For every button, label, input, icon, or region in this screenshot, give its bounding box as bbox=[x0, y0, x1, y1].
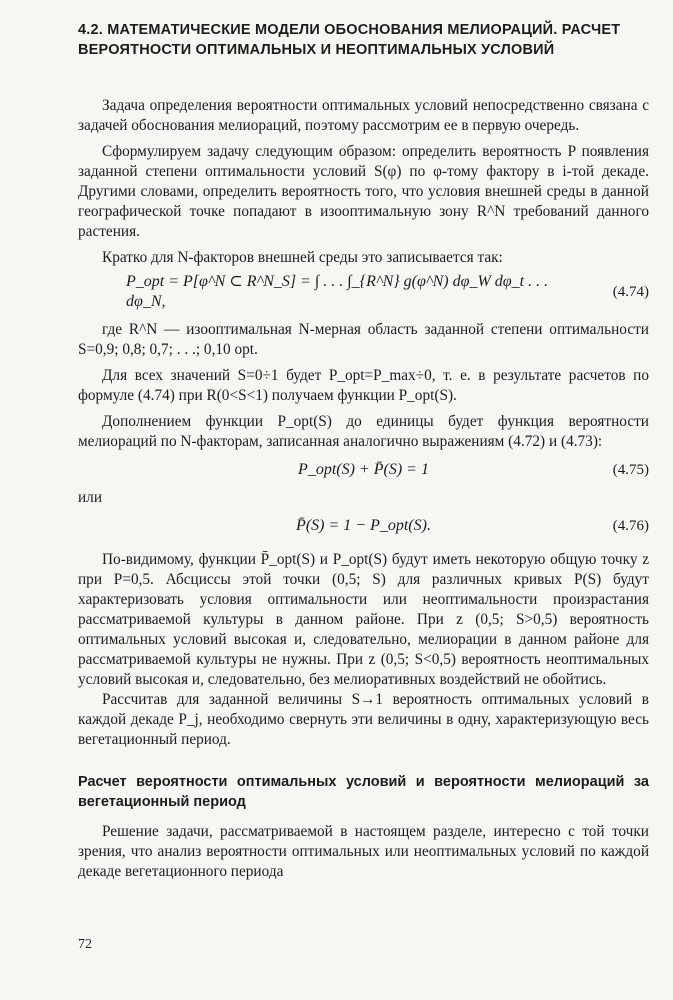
equation-number: (4.74) bbox=[612, 284, 649, 300]
paragraph: Кратко для N-факторов внешней среды это записывается так: bbox=[102, 249, 503, 266]
paragraph: Рассчитав для заданной величины S→1 вероятность оптимальных условий в каждой декаде P_j, необходимо свернуть эти величины в одну, характеризующую весь вегетационный период. bbox=[78, 691, 649, 748]
paragraph: Для всех значений S=0÷1 будет P_opt=P_max÷0, т. е. в результате расчетов по формуле (4.74) при R(0<S<1) получаем функции P_opt(S). bbox=[78, 367, 649, 404]
subsection-heading: Расчет вероятности оптимальных условий и вероятности мелиораций за вегетационный период bbox=[78, 774, 649, 810]
equation-4-74 bbox=[126, 272, 649, 312]
paragraph: где R^N — изооптимальная N-мерная область заданной степени оптимальности S=0,9; 0,8; 0,7; . . .; 0,10 opt. bbox=[78, 321, 649, 358]
equation-expression: P_opt = P[φ^N ⊂ R^N_S] = ∫ . . . ∫_{R^N} g(φ^N) dφ_W dφ_t . . . dφ_N, bbox=[126, 273, 549, 310]
paragraph: Задача определения вероятности оптимальных условий непосредственно связана с задачей обоснования мелиораций, поэтому рассмотрим ее в первую очередь. bbox=[78, 97, 649, 134]
page-body bbox=[78, 96, 649, 882]
equation-number: (4.75) bbox=[612, 462, 649, 478]
paragraph: По-видимому, функции P̄_opt(S) и P_opt(S) будут иметь некоторую общую точку z при P=0,5. Абсциссы этой точки (0,5; S) для различных кривых P(S) будут характеризовать условия оптимальности или неоптимальности произрастания рассматриваемой культуры в данном районе. При z (0,5; S>0,5) вероятность оптимальных условий высокая и, следовательно, мелиорации в данном районе для рассматриваемой культуры не нужны. При z (0,5; S<0,5) вероятность неоптимальных условий высокая и, следовательно, без мелиоративных воздействий не обойтись. bbox=[78, 551, 649, 688]
equation-expression: P̄(S) = 1 − P_opt(S). bbox=[296, 517, 431, 534]
page-number: 72 bbox=[78, 937, 92, 952]
paragraph: Сформулируем задачу следующим образом: определить вероятность P появления заданной степени оптимальности условий S(φ) по φ-тому фактору в i-той декаде. Другими словами, определить вероятность того, что условия внешней среды в данной географической точке попадают в изооптимальную зону R^N требований данного растения. bbox=[78, 143, 649, 240]
equation-4-75 bbox=[78, 454, 649, 486]
connector-word: или bbox=[78, 489, 103, 506]
paragraph: Решение задачи, рассматриваемой в настоящем разделе, интересно с той точки зрения, что анализ вероятности оптимальных или неоптимальных условий по каждой декаде вегетационного периода bbox=[78, 823, 649, 880]
paragraph: Дополнением функции P_opt(S) до единицы будет функция вероятности мелиораций по N-факторам, записанная аналогично выражениям (4.72) и (4.73): bbox=[78, 413, 649, 450]
section-heading: 4.2. МАТЕМАТИЧЕСКИЕ МОДЕЛИ ОБОСНОВАНИЯ МЕЛИОРАЦИЙ. РАСЧЕТ ВЕРОЯТНОСТИ ОПТИМАЛЬНЫХ И НЕОПТИМАЛЬНЫХ УСЛОВИЙ bbox=[78, 22, 621, 58]
equation-4-76 bbox=[78, 510, 649, 542]
equation-number: (4.76) bbox=[612, 518, 649, 534]
equation-expression: P_opt(S) + P̄(S) = 1 bbox=[298, 461, 429, 478]
